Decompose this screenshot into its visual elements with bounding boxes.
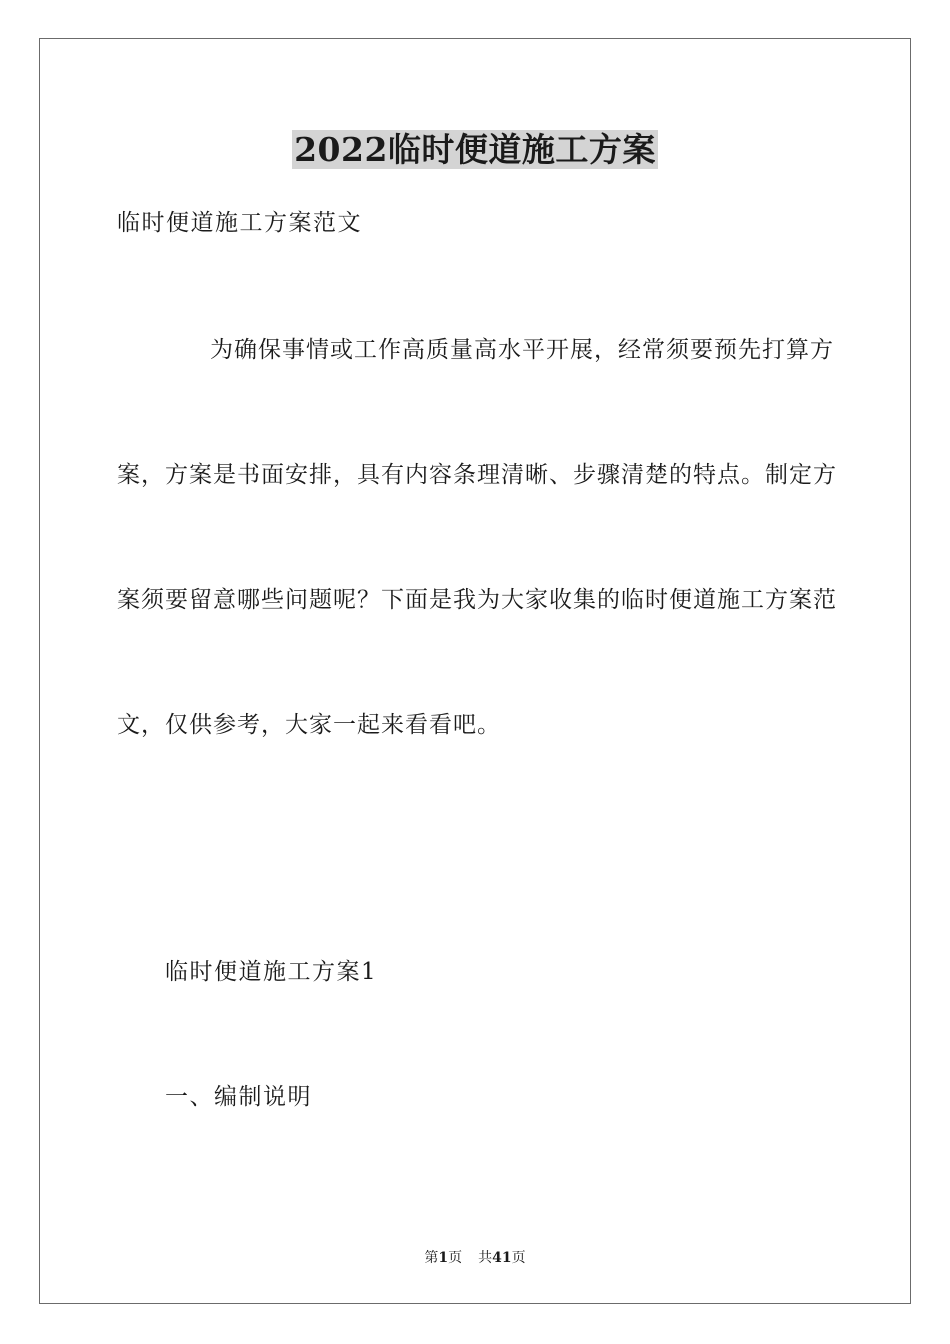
page-number: 1: [438, 1250, 449, 1266]
section-heading: 一、编制说明: [165, 1084, 312, 1110]
document-subtitle: 临时便道施工方案范文: [117, 210, 362, 236]
intro-paragraph-line-4: 文，仅供参考，大家一起来看看吧。: [117, 712, 501, 738]
page-footer: [0, 1248, 950, 1268]
intro-paragraph-line-2: 案，方案是书面安排，具有内容条理清晰、步骤清楚的特点。制定方: [117, 462, 837, 488]
document-title: [0, 126, 950, 174]
total-pages: 41: [492, 1250, 512, 1266]
page-suffix: 页: [448, 1250, 463, 1266]
page-prefix: 第: [424, 1250, 439, 1266]
total-suffix: 页: [511, 1250, 526, 1266]
total-prefix: 共: [478, 1250, 493, 1266]
intro-paragraph-line-3: 案须要留意哪些问题呢？下面是我为大家收集的临时便道施工方案范: [117, 587, 837, 613]
document-title-text: 2022临时便道施工方案: [294, 130, 656, 169]
intro-paragraph-line-1: 为确保事情或工作高质量高水平开展，经常须要预先打算方: [210, 337, 834, 363]
section-title: 临时便道施工方案1: [165, 959, 378, 985]
